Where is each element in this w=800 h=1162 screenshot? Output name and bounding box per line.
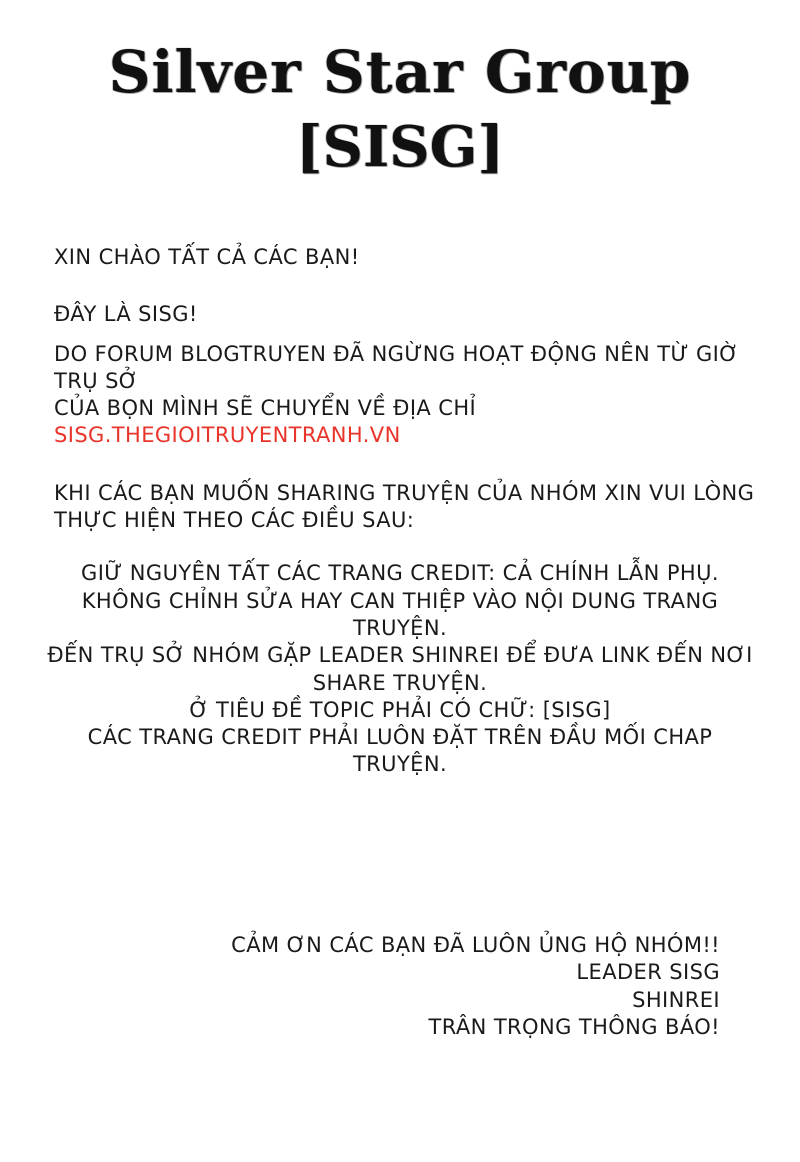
closing-leader: LEADER SISG bbox=[576, 960, 720, 985]
spacer bbox=[42, 450, 758, 480]
rule-line: GIỮ NGUYÊN TẤT CÁC TRANG CREDIT: CẢ CHÍNH LẪN PHỤ. bbox=[81, 561, 719, 586]
rule-line: ĐẾN TRỤ SỞ NHÓM GẶP LEADER SHINREI ĐỂ ĐƯA LINK ĐẾN NƠI bbox=[47, 643, 753, 668]
intro-line-3 bbox=[42, 395, 758, 450]
rule-line: CÁC TRANG CREDIT PHẢI LUÔN ĐẶT TRÊN ĐẦU MỐI CHAP bbox=[87, 725, 713, 750]
closing-name: SHINREI bbox=[632, 987, 720, 1012]
announcement-body bbox=[42, 244, 758, 779]
intro-line-2: DO FORUM BLOGTRUYEN ĐÃ NGỪNG HOẠT ĐỘNG NÊN TỪ GIỜ TRỤ SỞ bbox=[54, 341, 739, 393]
spacer bbox=[42, 271, 758, 301]
rule-line: KHÔNG CHỈNH SỬA HAY CAN THIỆP VÀO NỘI DUNG TRANG bbox=[81, 588, 719, 613]
group-abbreviation: [SISG] bbox=[296, 113, 504, 180]
intro-line-1: ĐÂY LÀ SISG! bbox=[54, 302, 198, 327]
rule-line: Ở TIÊU ĐỀ TOPIC PHẢI CÓ CHỮ: [SISG] bbox=[189, 697, 611, 722]
group-title: Silver Star Group bbox=[108, 38, 692, 106]
address-prefix: CỦA BỌN MÌNH SẼ CHUYỂN VỀ ĐỊA CHỈ bbox=[54, 396, 477, 421]
rule-line: SHARE TRUYỆN. bbox=[312, 670, 488, 695]
closing-signoff: TRÂN TRỌNG THÔNG BÁO! bbox=[428, 1014, 720, 1039]
site-link[interactable]: SISG.THEGIOITRUYENTRANH.VN bbox=[54, 423, 401, 448]
title-block bbox=[0, 38, 800, 180]
closing-thanks: CẢM ƠN CÁC BẠN ĐÃ LUÔN ỦNG HỘ NHÓM!! bbox=[231, 933, 720, 957]
spacer bbox=[42, 329, 758, 341]
rules-list bbox=[42, 560, 758, 778]
greeting-line: XIN CHÀO TẤT CẢ CÁC BẠN! bbox=[54, 245, 360, 269]
closing-block bbox=[42, 932, 758, 1041]
rule-line: TRUYỆN. bbox=[352, 615, 448, 640]
request-line-2: THỰC HIỆN THEO CÁC ĐIỀU SAU: bbox=[54, 508, 415, 533]
rule-line: TRUYỆN. bbox=[352, 752, 448, 777]
request-line-1: KHI CÁC BẠN MUỐN SHARING TRUYỆN CỦA NHÓM XIN VUI LÒNG bbox=[54, 480, 755, 505]
